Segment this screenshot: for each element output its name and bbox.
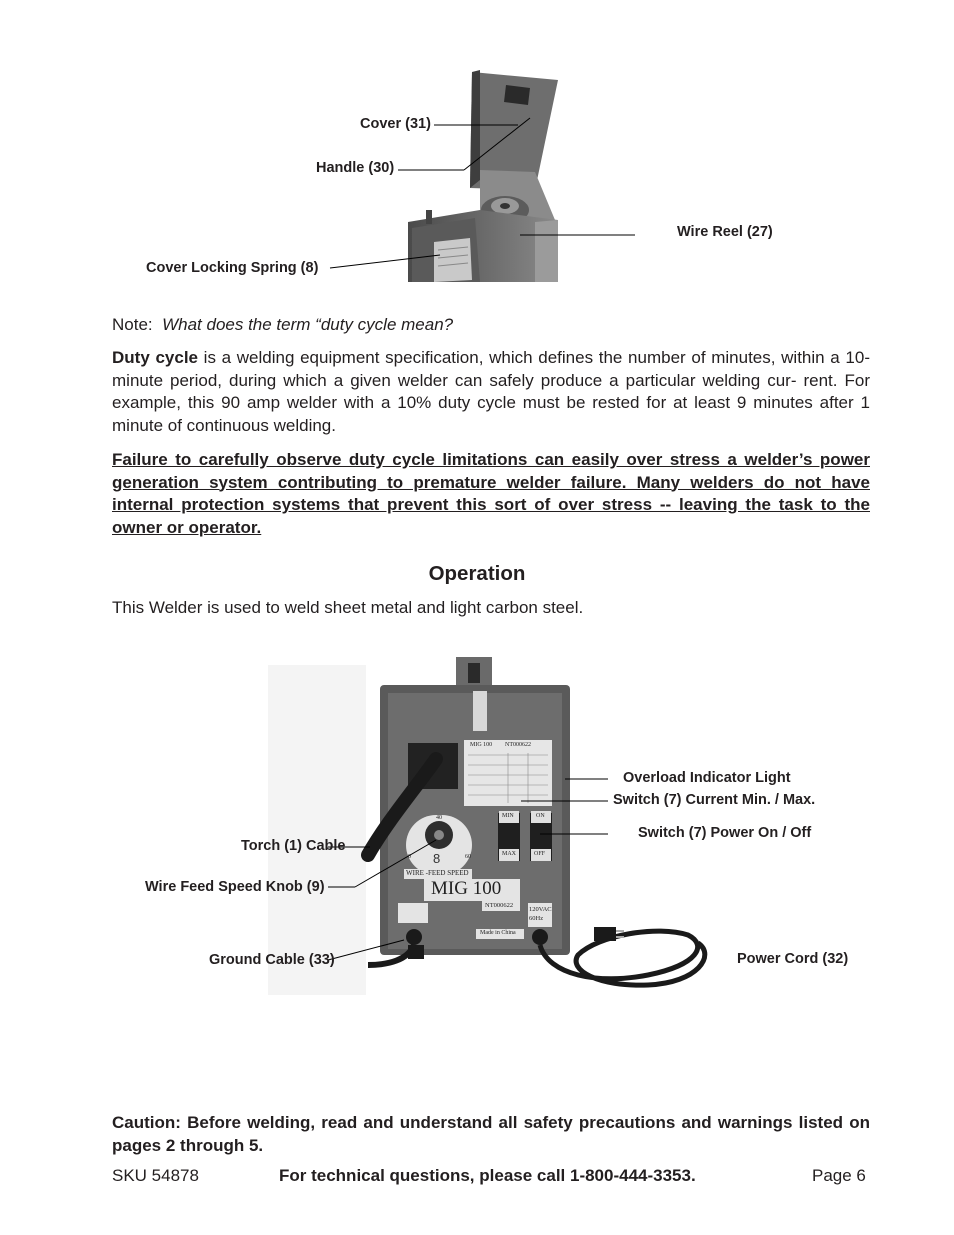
warning-paragraph: Failure to carefully observe duty cycle limitations can easily over stress a welder’s power generation system contributing to premature welder failure. Many welders do not have internal protection systems that prevent this sort of over stress -- leaving the task to the owner or operator. xyxy=(112,450,870,537)
wire-reel-label: Wire Reel (27) xyxy=(677,224,773,240)
note xyxy=(112,314,870,337)
duty-cycle-text: is a welding equipment specification, which defines the number of minutes, within a 10-minute period, during which a given welder can safely produce a particular welding cur- rent. For example, this 90 amp welder with a 10% duty cycle must be rested for at least 9 minutes after 1 minute of continuous welding. xyxy=(112,348,870,435)
plate-serial: NT000622 xyxy=(505,742,531,748)
switch-on-label: ON xyxy=(536,813,545,819)
knob-high: 60 xyxy=(465,854,471,860)
switch-max-label: MAX xyxy=(502,851,517,857)
handle-label: Handle (30) xyxy=(316,160,395,176)
operation-text: This Welder is used to weld sheet metal and light carbon steel. xyxy=(112,598,584,617)
knob-low: 0 xyxy=(408,854,411,860)
duty-cycle-paragraph xyxy=(112,347,870,437)
note-question: What does the term “duty cycle mean? xyxy=(162,315,454,334)
power-cord-label: Power Cord (32) xyxy=(737,951,849,967)
knob-mid: 40 xyxy=(436,815,442,821)
footer-tech-support: For technical questions, please call 1-800-444-3353. xyxy=(279,1166,696,1185)
overload-indicator-label: Overload Indicator Light xyxy=(623,770,791,786)
cover-locking-spring-label: Cover Locking Spring (8) xyxy=(146,260,319,276)
switch-power-label: Switch (7) Power On / Off xyxy=(638,825,812,841)
plate-model: MIG 100 xyxy=(470,742,493,748)
panel-model: MIG 100 xyxy=(431,878,502,899)
panel-voltage: 120VAC xyxy=(529,906,552,913)
panel-wire-feed-speed: WIRE -FEED SPEED xyxy=(406,869,469,877)
switch-off-label: OFF xyxy=(534,851,546,857)
duty-cycle-term: Duty cycle xyxy=(112,348,198,367)
figure1-leaders xyxy=(0,0,954,300)
note-prefix: Note: xyxy=(112,315,153,334)
switch-min-label: MIN xyxy=(502,813,514,819)
switch-current-label: Switch (7) Current Min. / Max. xyxy=(613,792,816,808)
panel-made-in: Made in China xyxy=(480,930,516,936)
wire-feed-knob-label: Wire Feed Speed Knob (9) xyxy=(145,879,325,895)
torch-cable-label: Torch (1) Cable xyxy=(241,838,346,854)
operation-heading: Operation xyxy=(428,562,526,585)
knob-digit: 8 xyxy=(433,851,441,866)
footer-page-number: Page 6 xyxy=(812,1166,866,1185)
footer-sku: SKU 54878 xyxy=(112,1166,199,1185)
panel-serial: NT000622 xyxy=(485,902,514,909)
panel-frequency: 60Hz xyxy=(529,915,544,922)
cover-label: Cover (31) xyxy=(360,116,431,132)
ground-cable-label: Ground Cable (33) xyxy=(209,952,335,968)
caution-paragraph: Caution: Before welding, read and understand all safety precautions and warnings listed on pages 2 through 5. xyxy=(112,1113,870,1155)
